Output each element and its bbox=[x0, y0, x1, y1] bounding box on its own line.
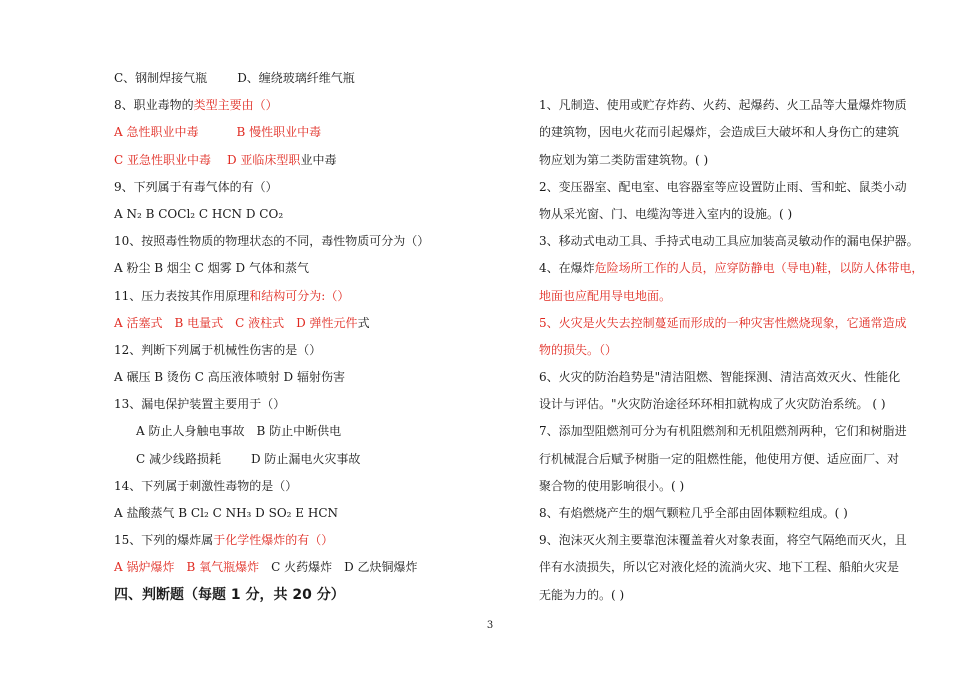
question-9-options: A N₂ B COCl₂ C HCN D CO₂ bbox=[114, 206, 284, 221]
question-12: 12、判断下列属于机械性伤害的是（） bbox=[114, 342, 322, 357]
statement-6: 6、火灾的防治趋势是"清洁阻燃、智能探测、清洁高效灭火、性能化 bbox=[539, 370, 901, 385]
highlighted-text: 危险场所工作的人员，应穿防静电（导电)鞋，以防人体带电， bbox=[594, 261, 924, 276]
statement-5-line-2: 物的损失。（） bbox=[539, 342, 618, 357]
question-13-options-2: C 减少线路损耗 D 防止漏电火灾事故 bbox=[136, 451, 361, 466]
right-column bbox=[539, 68, 929, 612]
statement-1-line-3: 物应划为第二类防雷建筑物。( ) bbox=[539, 152, 709, 167]
highlighted-text: 类型主要由（） bbox=[193, 98, 278, 113]
page-number: 3 bbox=[486, 620, 494, 631]
question-9: 9、下列属于有毒气体的有（） bbox=[114, 179, 278, 194]
question-10-options: A 粉尘 B 烟尘 C 烟雾 D 气体和蒸气 bbox=[114, 261, 309, 276]
question-11-options: A 活塞式 B 电量式 C 液柱式 D 弹性元件式 bbox=[114, 315, 370, 330]
statement-5: 5、火灾是火失去控制蔓延而形成的一种灾害性燃烧现象，它通常造成 bbox=[539, 315, 907, 330]
question-11: 11、压力表按其作用原理和结构可分为:（） bbox=[114, 288, 350, 303]
question-8: 8、职业毒物的类型主要由（） bbox=[114, 98, 278, 113]
question-15: 15、下列的爆炸属于化学性爆炸的有（） bbox=[114, 533, 334, 548]
statement-3: 3、移动式电动工具、手持式电动工具应加装高灵敏动作的漏电保护器。 bbox=[539, 234, 919, 249]
statement-7-line-3: 聚合物的使用影响很小。( ) bbox=[539, 478, 685, 493]
text-line bbox=[114, 68, 514, 95]
question-13: 13、漏电保护装置主要用于（） bbox=[114, 397, 286, 412]
statement-9-line-2: 伴有水渍损失，所以它对液化烃的流淌火灾、地下工程、船舶火灾是 bbox=[539, 560, 900, 575]
option-d: D、缠绕玻璃纤维气瓶 bbox=[237, 71, 355, 85]
option-c: C、钢制焊接气瓶 bbox=[114, 71, 208, 85]
statement-9-line-3: 无能为力的。( ) bbox=[539, 587, 625, 602]
section-heading: 四、判断题（每题 1 分，共 20 分） bbox=[114, 586, 345, 603]
statement-7-line-2: 行机械混合后赋予树脂一定的阻燃性能，他使用方便、适应面厂、对 bbox=[539, 451, 900, 466]
statement-2-line-2: 物从采光窗、门、电缆沟等进入室内的设施。( ) bbox=[539, 206, 793, 221]
question-14-options: A 盐酸蒸气 B Cl₂ C NH₃ D SO₂ E HCN bbox=[114, 506, 338, 520]
statement-2: 2、变压器室、配电室、电容器室等应设置防止雨、雪和蛇、鼠类小动 bbox=[539, 179, 907, 194]
statement-8: 8、有焰燃烧产生的烟气颗粒几乎全部由固体颗粒组成。( ) bbox=[539, 506, 848, 520]
statement-4-line-2: 地面也应配用导电地面。 bbox=[539, 288, 672, 303]
statement-1: 1、凡制造、使用或贮存炸药、火药、起爆药、火工品等大量爆炸物质 bbox=[539, 98, 907, 113]
statement-1-line-2: 的建筑物，因电火花而引起爆炸，会造成巨大破坏和人身伤亡的建筑 bbox=[539, 125, 900, 140]
highlighted-text: 和结构可分为:（） bbox=[249, 288, 350, 303]
left-column bbox=[114, 68, 514, 612]
question-10: 10、按照毒性物质的物理状态的不同，毒性物质可分为（） bbox=[114, 234, 430, 249]
statement-7: 7、添加型阻燃剂可分为有机阻燃剂和无机阻燃剂两种，它们和树脂进 bbox=[539, 424, 907, 439]
statement-6-line-2: 设计与评估。"火灾防治途径环环相扣就构成了火灾防治系统。 ( ) bbox=[539, 397, 886, 412]
question-13-options-1: A 防止人身触电事故 B 防止中断供电 bbox=[136, 424, 342, 439]
question-8-options-2: C 亚急性职业中毒 D 亚临床型职业中毒 bbox=[114, 152, 337, 167]
question-15-options: A 锅炉爆炸 B 氧气瓶爆炸 C 火药爆炸 D 乙炔铜爆炸 bbox=[114, 560, 418, 575]
question-12-options: A 碾压 B 烫伤 C 高压液体喷射 D 辐射伤害 bbox=[114, 370, 345, 385]
statement-4: 4、在爆炸危险场所工作的人员，应穿防静电（导电)鞋，以防人体带电， bbox=[539, 261, 924, 276]
statement-9: 9、泡沫灭火剂主要靠泡沫覆盖着火对象表面，将空气隔绝而灭火，且 bbox=[539, 533, 907, 548]
highlighted-text: 于化学性爆炸的有（） bbox=[213, 533, 334, 548]
question-14: 14、下列属于刺激性毒物的是（） bbox=[114, 478, 298, 493]
question-8-options-1: A 急性职业中毒 B 慢性职业中毒 bbox=[114, 125, 322, 140]
